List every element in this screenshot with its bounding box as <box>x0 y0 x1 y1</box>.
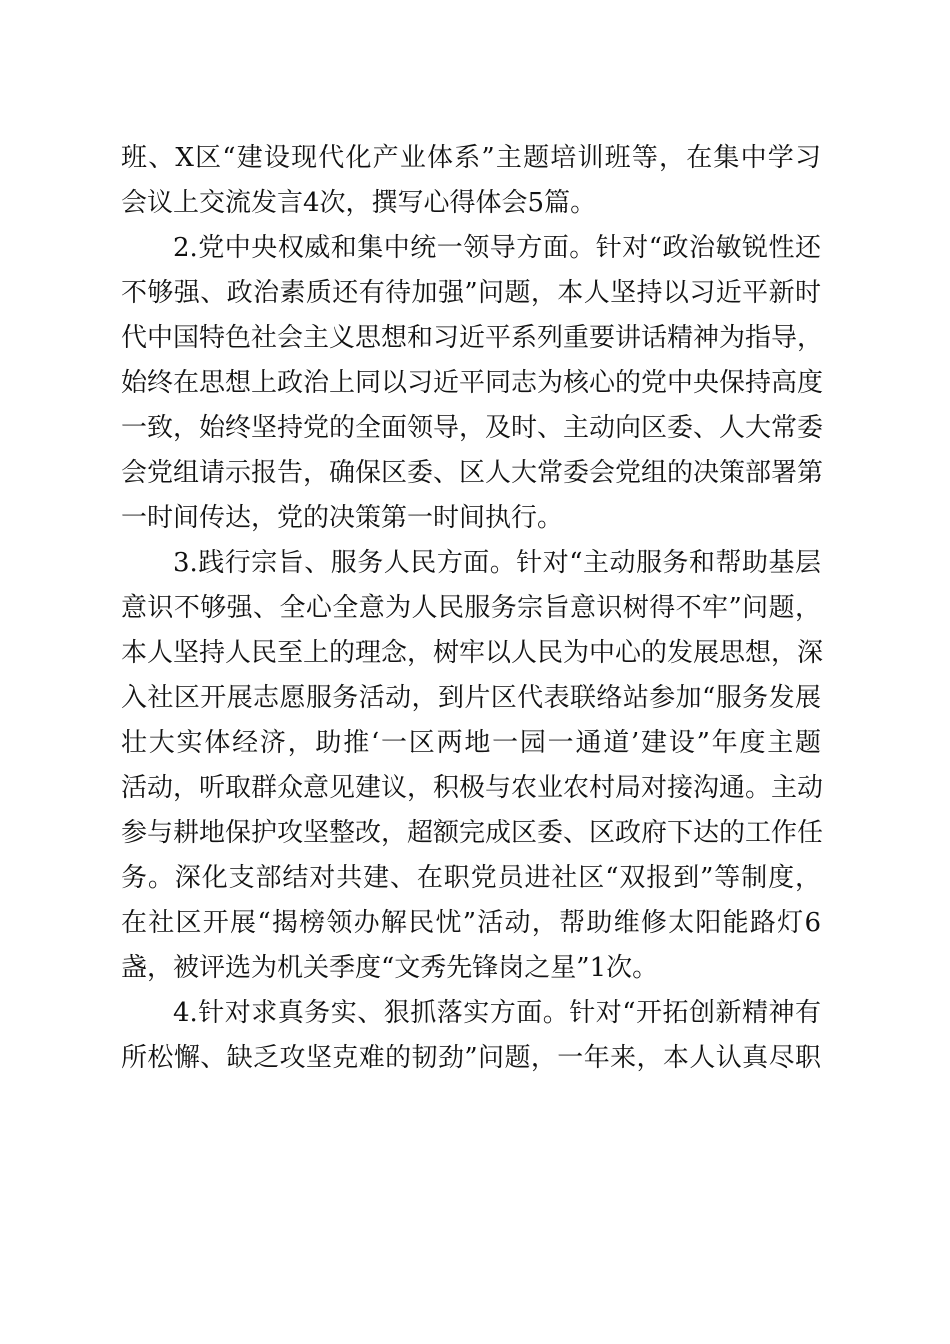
text-line: 参与耕地保护攻坚整改，超额完成区委、区政府下达的工作任 <box>121 818 824 848</box>
text-line: 盏，被评选为机关季度“文秀先锋岗之星”1次。 <box>121 953 659 983</box>
text-line: 代中国特色社会主义思想和习近平系列重要讲话精神为指导， <box>121 323 824 353</box>
text-line: 在社区开展“揭榜领办解民忧”活动，帮助维修太阳能路灯6 <box>121 908 821 938</box>
document-body <box>121 136 824 1081</box>
text-line: 会党组请示报告，确保区委、区人大常委会党组的决策部署第 <box>121 458 824 488</box>
text-line: 始终在思想上政治上同以习近平同志为核心的党中央保持高度 <box>121 368 824 398</box>
paragraph-start-line: 2.党中央权威和集中统一领导方面。针对“政治敏锐性还 <box>173 233 821 263</box>
text-line: 一时间传达，党的决策第一时间执行。 <box>121 503 564 533</box>
paragraph-start-line: 4.针对求真务实、狠抓落实方面。针对“开拓创新精神有 <box>173 998 821 1028</box>
text-line: 所松懈、缺乏攻坚克难的韧劲”问题，一年来，本人认真尽职 <box>121 1043 821 1073</box>
text-line: 班、X区“建设现代化产业体系”主题培训班等，在集中学习 <box>121 143 821 173</box>
text-line: 本人坚持人民至上的理念，树牢以人民为中心的发展思想，深 <box>121 638 824 668</box>
text-line: 不够强、政治素质还有待加强”问题，本人坚持以习近平新时 <box>121 278 821 308</box>
text-line: 入社区开展志愿服务活动，到片区代表联络站参加“服务发展 <box>121 683 821 713</box>
paragraph-start-line: 3.践行宗旨、服务人民方面。针对“主动服务和帮助基层 <box>173 548 821 578</box>
text-line: 意识不够强、全心全意为人民服务宗旨意识树得不牢”问题， <box>121 593 821 623</box>
text-line: 活动，听取群众意见建议，积极与农业农村局对接沟通。主动 <box>121 773 824 803</box>
text-line: 务。深化支部结对共建、在职党员进社区“双报到”等制度， <box>121 863 821 893</box>
text-line: 壮大实体经济，助推‘一区两地一园一通道’建设”年度主题 <box>121 728 821 758</box>
text-line: 会议上交流发言4次，撰写心得体会5篇。 <box>121 188 597 218</box>
text-line: 一致，始终坚持党的全面领导，及时、主动向区委、人大常委 <box>121 413 824 443</box>
